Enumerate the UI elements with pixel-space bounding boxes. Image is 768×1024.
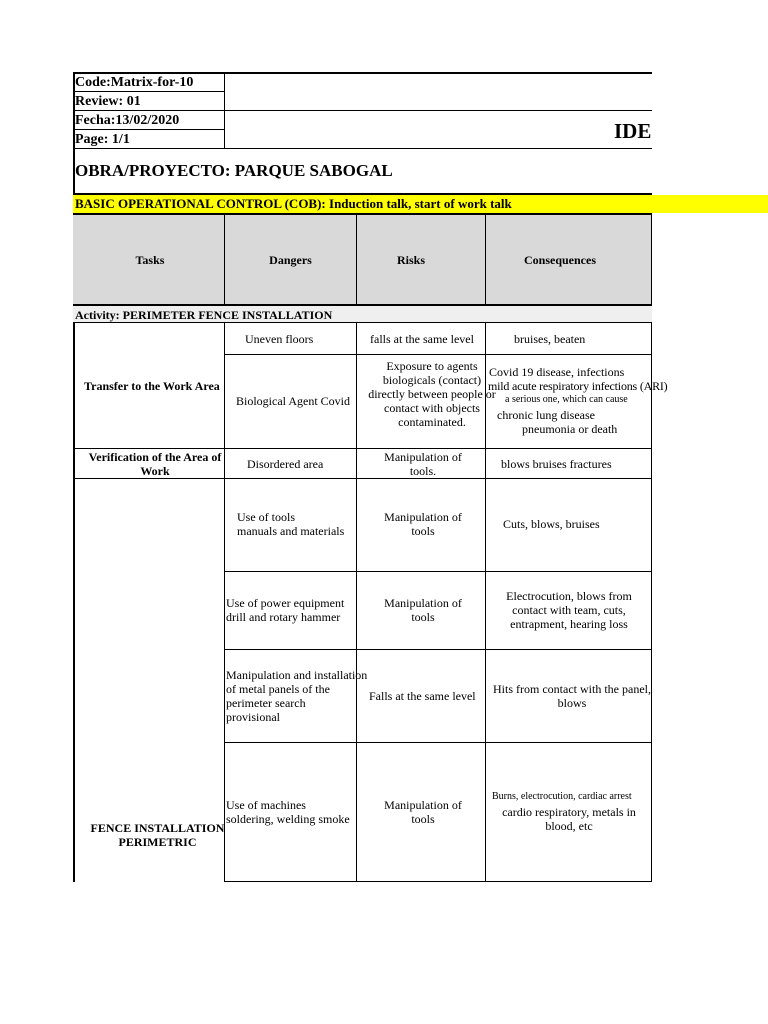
danger-cell: Manipulation and installation of metal panels of the perimeter search provisional xyxy=(226,668,368,724)
consequence-line: pneumonia or death xyxy=(522,422,618,436)
consequence-cell: Hits from contact with the panel, blows xyxy=(493,682,651,710)
header-tasks: Tasks xyxy=(135,252,165,267)
row-line xyxy=(224,354,652,355)
activity-label: Activity: PERIMETER FENCE INSTALLATION xyxy=(75,307,333,322)
task-transfer: Transfer to the Work Area xyxy=(84,379,220,393)
consequence-cell: blows bruises fractures xyxy=(501,456,612,471)
task-verification: Verification of the Area of Work xyxy=(88,449,222,478)
row-line xyxy=(73,478,652,479)
consequence-line: Burns, electrocution, cardiac arrest xyxy=(492,791,632,802)
doc-code: Code:Matrix-for-10 xyxy=(75,74,194,90)
consequence-line: a serious one, which can cause xyxy=(505,394,628,405)
consequence-line: chronic lung disease xyxy=(497,408,595,422)
risk-cell: falls at the same level xyxy=(370,331,474,346)
row-line xyxy=(224,649,652,650)
doc-date: Fecha:13/02/2020 xyxy=(75,112,180,128)
header-dangers: Dangers xyxy=(269,252,312,267)
col-line xyxy=(651,322,652,882)
row-line xyxy=(224,742,652,743)
header-consequences: Consequences xyxy=(523,252,596,267)
consequence-line: mild acute respiratory infections (ARI) xyxy=(488,379,668,393)
consequence-cell: bruises, beaten xyxy=(514,331,586,346)
col-line xyxy=(224,322,225,882)
row-line xyxy=(224,881,652,882)
risk-cell: Exposure to agents biologicals (contact) directly between people or contact with objects contaminated. xyxy=(368,359,496,429)
doc-title: IDE xyxy=(614,119,652,143)
col-line xyxy=(651,213,652,305)
row-line xyxy=(224,571,652,572)
consequence-line: Covid 19 disease, infections xyxy=(489,365,625,379)
project-title: OBRA/PROYECTO: PARQUE SABOGAL xyxy=(75,161,393,180)
danger-cell: Disordered area xyxy=(247,456,324,471)
doc-page: Page: 1/1 xyxy=(75,131,130,147)
consequence-cell: cardio respiratory, metals in blood, etc xyxy=(502,805,636,833)
risk-cell: Manipulation of tools. xyxy=(384,449,462,478)
danger-cell: Use of tools manuals and materials xyxy=(237,510,345,538)
danger-cell: Uneven floors xyxy=(245,331,314,346)
risk-cell: Manipulation of tools xyxy=(384,596,462,624)
consequence-cell: Electrocution, blows from contact with team, cuts, entrapment, hearing loss xyxy=(506,589,632,631)
doc-review: Review: 01 xyxy=(75,93,141,109)
risk-cell: Manipulation of tools xyxy=(384,510,462,538)
danger-cell: Biological Agent Covid xyxy=(236,394,350,408)
consequence-cell: Cuts, blows, bruises xyxy=(503,517,600,531)
danger-cell: Use of power equipment drill and rotary hammer xyxy=(226,596,345,624)
danger-cell: Use of machines soldering, welding smoke xyxy=(226,798,350,826)
cob-banner-text: BASIC OPERATIONAL CONTROL (COB): Induction talk, start of work talk xyxy=(75,196,512,211)
risk-cell: Falls at the same level xyxy=(369,689,476,703)
task-fence-installation: FENCE INSTALLATION PERIMETRIC xyxy=(90,821,225,849)
header-risks: Risks xyxy=(396,252,425,267)
risk-cell: Manipulation of tools xyxy=(384,798,462,826)
